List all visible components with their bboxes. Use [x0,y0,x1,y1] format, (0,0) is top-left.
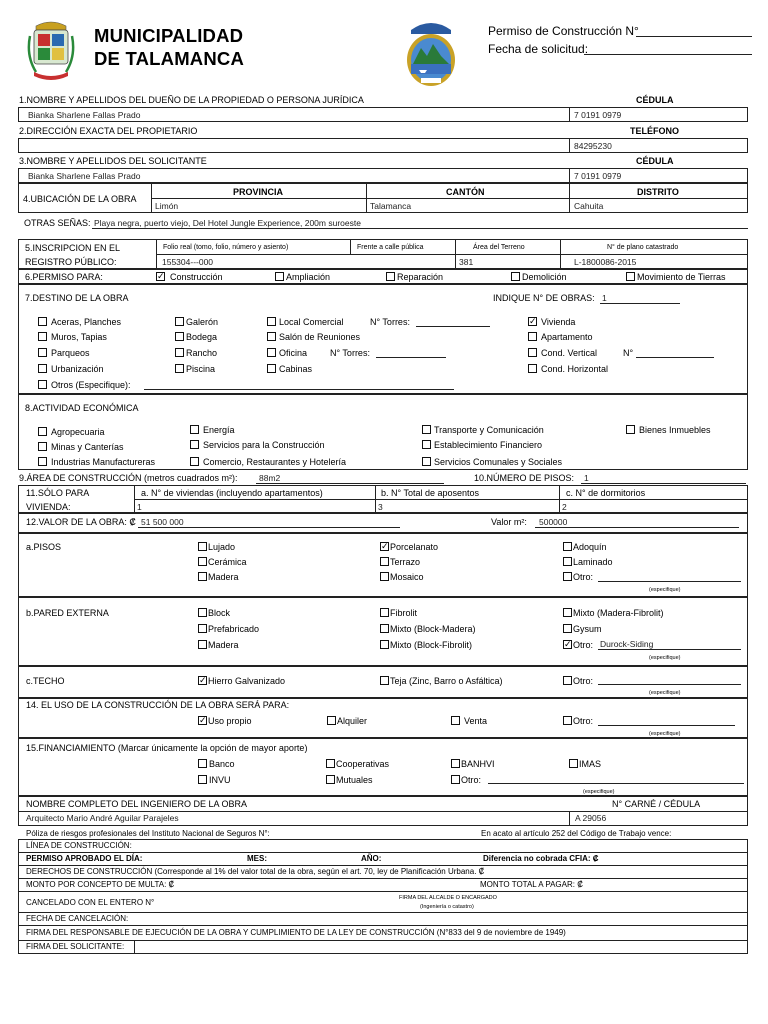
comercio-label: Comercio, Restaurantes y Hotelería [203,457,347,467]
cond-horizontal-label: Cond. Horizontal [541,364,609,374]
otro-techo-label: Otro: [573,676,594,686]
piscina-checkbox[interactable] [175,364,184,373]
apartamento-checkbox[interactable] [528,332,537,341]
mixto-block-fibrolit-checkbox[interactable] [380,640,389,649]
hierro-galvanizado-checkbox[interactable] [198,676,207,685]
s11-a-value[interactable]: 1 [137,502,142,512]
total-label: MONTO TOTAL A PAGAR: ₡ [480,880,583,889]
s1-label: 1.NOMBRE Y APELLIDOS DEL DUEÑO DE LA PROPIEDAD O PERSONA JURÍDICA [19,95,364,105]
invu-checkbox[interactable] [198,775,207,784]
uso-propio-label: Uso propio [208,716,252,726]
indique-label: INDIQUE N° DE OBRAS: [493,293,595,303]
adoquin-checkbox[interactable] [563,542,572,551]
cancelado-label: CANCELADO CON EL ENTERO N° [26,898,155,907]
mes-label: MES: [247,854,267,863]
otro-techo-field[interactable] [598,684,741,685]
fecha-cancelacion-label: FECHA DE CANCELACIÓN: [26,914,129,923]
s15-label: 15.FINANCIAMIENTO (Marcar únicamente la opción de mayor aporte) [26,743,308,753]
linea-construccion-label: LÍNEA DE CONSTRUCCIÓN: [26,841,132,850]
otro-uso-checkbox[interactable] [563,716,572,725]
provincia-field[interactable]: Limón [155,201,179,211]
oficina-checkbox[interactable] [267,348,276,357]
movimiento-label: Movimiento de Tierras [637,272,726,282]
energia-checkbox[interactable] [190,425,199,434]
lujado-label: Lujado [208,542,236,552]
especifique-techo: (especifique) [649,690,681,696]
terrazo-checkbox[interactable] [380,557,389,566]
porcelanato-checkbox[interactable] [380,542,389,551]
s5-label-1: 5.INSCRIPCION EN EL [25,243,121,253]
mosaico-checkbox[interactable] [380,572,389,581]
area-terreno-field[interactable]: 381 [459,257,474,267]
mixto-block-fibrolit-label: Mixto (Block-Fibrolit) [390,640,473,650]
rancho-label: Rancho [186,348,218,358]
s2-box [18,138,748,153]
s3-cedula-label: CÉDULA [636,156,674,166]
parqueos-checkbox[interactable] [38,348,47,357]
otro-pisos-label: Otro: [573,572,594,582]
especifique-fin: (especifique) [583,789,615,795]
imas-checkbox[interactable] [569,759,578,768]
folio-field[interactable]: 155304---000 [162,257,214,267]
folio-label: Folio real (tomo, folio, número y asiento) [163,244,289,251]
madera-pisos-label: Madera [208,572,239,582]
valor-m2-label: Valor m²: [491,517,527,527]
construccion-checkbox[interactable] [156,272,165,281]
ceramica-label: Cerámica [208,557,247,567]
otro-pared-checkbox[interactable] [563,640,572,649]
vivienda-label: Vivienda [541,317,576,327]
ampliacion-checkbox[interactable] [275,272,284,281]
permiso-label: Permiso de Construcción N° [488,24,639,38]
muros-checkbox[interactable] [38,332,47,341]
urbanizacion-checkbox[interactable] [38,364,47,373]
local-comercial-checkbox[interactable] [267,317,276,326]
s11-a-label: a. N° de viviendas (incluyendo apartamentos) [141,488,323,498]
pisos-label: a.PISOS [26,542,62,552]
servicios-construccion-checkbox[interactable] [190,440,199,449]
servicios-comunales-label: Servicios Comunales y Sociales [434,457,563,467]
gysum-checkbox[interactable] [563,624,572,633]
costa-rica-coat-of-arms [399,18,463,90]
teja-checkbox[interactable] [380,676,389,685]
acato-label: En acato al artículo 252 del Código de Trabajo vence: [481,829,672,838]
porcelanato-label: Porcelanato [390,542,439,552]
pared-label: b.PARED EXTERNA [26,608,109,618]
mixto-block-madera-label: Mixto (Block-Madera) [390,624,476,634]
fecha-field[interactable] [584,54,752,55]
techo-label: c.TECHO [26,676,65,686]
derechos-label: DERECHOS DE CONSTRUCCIÓN (Corresponde al 1% del valor total de la obra, según el art. 70, ley de Planificación Urbana. ₡ [26,867,485,876]
cooperativas-label: Cooperativas [336,759,390,769]
otro-pisos-field[interactable] [598,581,741,582]
otro-fin-field[interactable] [488,783,744,784]
s6-label: 6.PERMISO PARA: [25,272,103,282]
lujado-checkbox[interactable] [198,542,207,551]
minas-checkbox[interactable] [38,442,47,451]
agropecuaria-checkbox[interactable] [38,427,47,436]
salon-label: Salón de Reuniones [279,332,361,342]
venta-checkbox[interactable] [451,716,460,725]
n-label: N° [623,348,634,358]
teja-label: Teja (Zinc, Barro o Asfáltica) [390,676,503,686]
energia-label: Energía [203,425,235,435]
vivienda-checkbox[interactable] [528,317,537,326]
firma-solicitante-label: FIRMA DEL SOLICITANTE: [26,942,125,951]
otro-techo-checkbox[interactable] [563,676,572,685]
gysum-label: Gysum [573,624,602,634]
banhvi-label: BANHVI [461,759,495,769]
piscina-label: Piscina [186,364,216,374]
cond-horizontal-checkbox[interactable] [528,364,537,373]
uso-propio-checkbox[interactable]: ✓ [199,715,207,725]
cond-vertical-checkbox[interactable] [528,348,537,357]
mosaico-label: Mosaico [390,572,424,582]
aceras-checkbox[interactable] [38,317,47,326]
galeron-checkbox[interactable] [175,317,184,326]
otro-pisos-checkbox[interactable] [563,572,572,581]
poliza-label: Póliza de riesgos profesionales del Instituto Nacional de Seguros N°: [26,829,270,838]
distrito-field[interactable]: Cahuita [574,201,604,211]
bodega-checkbox[interactable] [175,332,184,341]
s8-label: 8.ACTIVIDAD ECONÓMICA [25,403,139,413]
local-comercial-label: Local Comercial [279,317,344,327]
canton-field[interactable]: Talamanca [370,201,412,211]
banco-label: Banco [209,759,235,769]
carne-label: N° CARNÉ / CÉDULA [612,799,701,809]
municipality-name: MUNICIPALIDAD DE TALAMANCA [94,25,245,69]
otras-senas-field[interactable]: Playa negra, puerto viejo, Del Hotel Jungle Experience, 200m suroeste [94,218,361,228]
ceramica-checkbox[interactable] [198,557,207,566]
owner-name-field[interactable]: Bianka Sharlene Fallas Prado [28,110,141,120]
transporte-checkbox[interactable] [422,425,431,434]
block-label: Block [208,608,231,618]
provincia-label: PROVINCIA [233,187,284,197]
multa-label: MONTO POR CONCEPTO DE MULTA: ₡ [26,880,175,889]
firma-responsable-label: FIRMA DEL RESPONSABLE DE EJECUCIÓN DE LA OBRA Y CUMPLIMIENTO DE LA LEY DE CONSTRUCCIÓN (N°833 del 9 de noviembre de 1949) [26,928,566,937]
otros-especifique-label: Otros (Especifique): [51,380,131,390]
especifique-pared: (especifique) [649,655,681,661]
otro-pared-field[interactable]: Durock-Siding [600,639,654,649]
reparacion-label: Reparación [397,272,444,282]
mixto-madera-fibrolit-label: Mixto (Madera-Fibrolit) [573,608,664,618]
comercio-checkbox[interactable] [190,457,199,466]
plano-label: N° de plano catastrado [607,244,679,251]
s2-telefono-label: TELÉFONO [630,126,679,136]
servicios-comunales-checkbox[interactable] [422,457,431,466]
otras-senas-label: OTRAS SEÑAS: [24,218,91,228]
cooperativas-checkbox[interactable] [326,759,335,768]
laminado-label: Laminado [573,557,613,567]
s1-cedula-label: CÉDULA [636,95,674,105]
s7-label: 7.DESTINO DE LA OBRA [25,293,129,303]
telefono-field[interactable]: 84295230 [574,141,612,151]
laminado-checkbox[interactable] [563,557,572,566]
fibrolit-label: Fibrolit [390,608,418,618]
oficina-label: Oficina [279,348,308,358]
transporte-label: Transporte y Comunicación [434,425,544,435]
distrito-label: DISTRITO [637,187,679,197]
torres-label-1: N° Torres: [370,317,410,327]
owner-cedula-field[interactable]: 7 0191 0979 [574,110,622,120]
reparacion-checkbox[interactable] [386,272,395,281]
mutuales-label: Mutuales [336,775,373,785]
s11-label-2: VIVIENDA: [26,502,71,512]
alquiler-label: Alquiler [337,716,368,726]
financiero-label: Establecimiento Financiero [434,440,543,450]
municipal-coat-of-arms [26,16,76,88]
s11-c-value[interactable]: 2 [562,502,567,512]
s10-label: 10.NÚMERO DE PISOS: [474,473,575,483]
adoquin-label: Adoquín [573,542,607,552]
madera-pisos-checkbox[interactable] [198,572,207,581]
banhvi-checkbox[interactable] [451,759,460,768]
block-checkbox[interactable] [198,608,207,617]
diferencia-label: Diferencia no cobrada CFIA: ₡ [483,854,599,863]
area-terreno-label: Área del Terreno [473,244,525,251]
mixto-block-madera-checkbox[interactable] [380,624,389,633]
otro-uso-field[interactable] [598,725,735,726]
especifique-pisos: (especifique) [649,587,681,593]
solicitante-cedula-field[interactable]: 7 0191 0979 [574,171,622,181]
ingeniero-name-field[interactable]: Arquitecto Mario André Aguilar Parajeles [26,813,179,823]
s14-label: 14. EL USO DE LA CONSTRUCCIÓN DE LA OBRA SERÁ PARA: [26,700,290,710]
otro-fin-label: Otro: [461,775,482,785]
torres-label-2: N° Torres: [330,348,370,358]
aprobado-label: PERMISO APROBADO EL DÍA: [26,854,143,863]
s12-value[interactable]: 51 500 000 [141,517,184,527]
s3-label: 3.NOMBRE Y APELLIDOS DEL SOLICITANTE [19,156,207,166]
muros-label: Muros, Tapias [51,332,107,342]
bienes-inmuebles-checkbox[interactable] [626,425,635,434]
ingeniero-label: NOMBRE COMPLETO DEL INGENIERO DE LA OBRA [26,799,248,809]
s11-c-label: c. N° de dormitorios [566,488,646,498]
s9-value[interactable]: 88m2 [259,473,281,483]
construccion-label: Construcción [170,272,223,282]
parqueos-label: Parqueos [51,348,90,358]
salon-checkbox[interactable] [267,332,276,341]
canton-label: CANTÓN [446,187,485,197]
minas-label: Minas y Canterías [51,442,124,452]
ingenieria-label: (Ingeniería o catastro) [420,904,474,910]
galeron-label: Galerón [186,317,219,327]
cond-vertical-label: Cond. Vertical [541,348,598,358]
madera-pared-checkbox[interactable] [198,640,207,649]
s4-label: 4.UBICACIÓN DE LA OBRA [23,194,137,204]
indique-value[interactable]: 1 [602,293,607,303]
otro-pared-label: Otro: [573,640,594,650]
s12-label: 12.VALOR DE LA OBRA: ₡ [26,517,136,527]
prefabricado-checkbox[interactable] [198,624,207,633]
s9-label: 9.ÁREA DE CONSTRUCCIÓN (metros cuadrados m²): [19,473,238,483]
carne-field[interactable]: A 29056 [575,813,607,823]
madera-pared-label: Madera [208,640,239,650]
ampliacion-label: Ampliación [286,272,331,282]
demolicion-checkbox[interactable] [511,272,520,281]
fibrolit-checkbox[interactable] [380,608,389,617]
mixto-madera-fibrolit-checkbox[interactable] [563,608,572,617]
mutuales-checkbox[interactable] [326,775,335,784]
cabinas-checkbox[interactable] [267,364,276,373]
frente-label: Frente a calle pública [357,244,424,251]
s11-b-value[interactable]: 3 [378,502,383,512]
movimiento-checkbox[interactable] [626,272,635,281]
imas-label: IMAS [579,759,602,769]
venta-label: Venta [464,716,488,726]
fecha-label: Fecha de solicitud: [488,42,589,56]
terrazo-label: Terrazo [390,557,421,567]
cabinas-label: Cabinas [279,364,313,374]
bodega-label: Bodega [186,332,218,342]
bienes-inmuebles-label: Bienes Inmuebles [639,425,711,435]
industrias-label: Industrias Manufactureras [51,457,156,467]
banco-checkbox[interactable] [198,759,207,768]
invu-label: INVU [209,775,231,785]
especifique-uso: (especifique) [649,731,681,737]
apartamento-label: Apartamento [541,332,593,342]
s2-label: 2.DIRECCIÓN EXACTA DEL PROPIETARIO [19,126,198,136]
valor-m2-value[interactable]: 500000 [539,517,568,527]
s10-value[interactable]: 1 [584,473,589,483]
demolicion-label: Demolición [522,272,567,282]
firma-alcalde-label: FIRMA DEL ALCALDE O ENCARGADO [399,895,497,901]
plano-field[interactable]: L-1800086-2015 [574,257,637,267]
otro-uso-label: Otro: [573,716,594,726]
otros-especifique-checkbox[interactable] [38,380,47,389]
financiero-checkbox[interactable] [422,440,431,449]
otro-fin-checkbox[interactable] [451,775,460,784]
servicios-construccion-label: Servicios para la Construcción [203,440,325,450]
aceras-label: Aceras, Planches [51,317,122,327]
hierro-galvanizado-label: Hierro Galvanizado [208,676,286,686]
s11-b-label: b. N° Total de aposentos [381,488,479,498]
s11-label-1: 11.SÓLO PARA [26,488,90,498]
solicitante-name-field[interactable]: Bianka Sharlene Fallas Prado [28,171,141,181]
permiso-field[interactable] [636,36,752,37]
ano-label: AÑO: [361,854,382,863]
industrias-checkbox[interactable] [38,457,47,466]
alquiler-checkbox[interactable] [327,716,336,725]
urbanizacion-label: Urbanización [51,364,104,374]
agropecuaria-label: Agropecuaria [51,427,105,437]
s5-label-2: REGISTRO PÚBLICO: [25,257,117,267]
prefabricado-label: Prefabricado [208,624,260,634]
rancho-checkbox[interactable] [175,348,184,357]
